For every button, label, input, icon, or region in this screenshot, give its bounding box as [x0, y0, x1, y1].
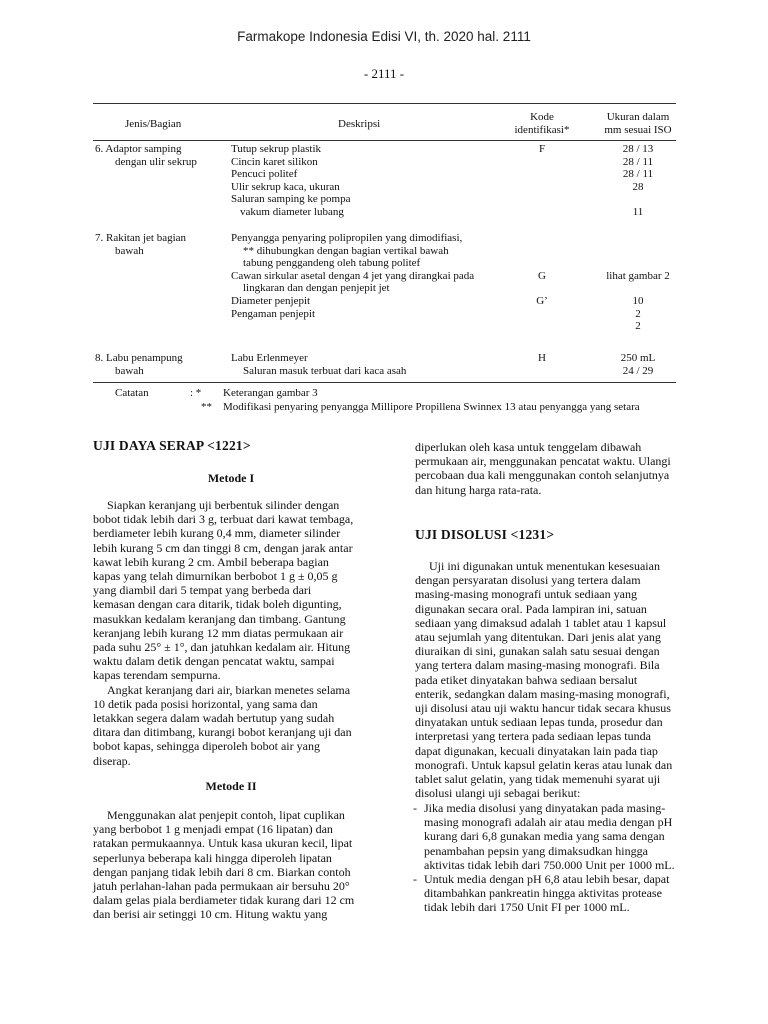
row8-kode: H: [538, 352, 546, 364]
row6-jenis: 6. Adaptor samping dengan ulir sekrup: [95, 143, 197, 168]
paragraph-metode-2-continued: diperlukan oleh kasa untuk tenggelam dibawah permukaan air, menggunakan pencatat waktu. Ulangi percobaan dua kali menggunakan contoh selanjutnya dan hitung harga rata-rata.: [415, 440, 671, 497]
heading-metode-1: Metode I: [207, 471, 255, 485]
col-header-deskripsi: Deskripsi: [338, 118, 381, 130]
paragraph-disolusi: Uji ini digunakan untuk menentukan kesesuaian dengan persyaratan disolusi yang tertera dalam masing-masing monografi untuk sediaan yang digunakan secara oral. Pada lampiran ini, satuan sediaan yang dimaksud adalah 1 tablet atau 1 kapsul atau sejumlah yang ditentukan. Dari jenis alat yang diuraikan di sini, gunakan salah satu sesuai dengan yang tertera dalam masing-masing monografi. Bila pada etiket dinyatakan bahwa sediaan bersalut enterik, sedangkan dalam masing-masing monografi, uji disolusi atau uji waktu hancur tidak secara khusus dinyatakan untuk sediaan lepas tunda, prosedur dan interpretasi yang tertera pada sediaan lepas tunda dapat digunakan, kecuali dinyatakan lain pada tiap monografi. Untuk kapsul gelatin keras atau lunak dan tablet salut gelatin, yang tidak memenuhi syarat uji disolusi ulangi uji sebagai berikut:: [415, 559, 673, 801]
paragraph-metode-2: Menggunakan alat penjepit contoh, lipat cuplikan yang berbobot 1 g menjadi empat (16 lipatan) dan ratakan permukaannya. Untuk kasa ukuran kecil, lipat seperlunya beberapa kali hingga diperoleh lipatan dengan panjang tidak lebih dari 8 cm. Biarkan contoh jatuh perlahan-lahan pada permukaan air bersuhu 20° dalam gelas piala berdiameter tidak kurang dari 12 cm dan berisi air setinggi 10 cm. Hitung waktu yang: [93, 808, 355, 922]
row7-kode-g-prime: G’: [536, 295, 548, 307]
note-1-text: Keterangan gambar 3: [223, 387, 318, 399]
col-header-jenis: Jenis/Bagian: [125, 118, 182, 130]
list-item: - Untuk media dengan pH 6,8 atau lebih besar, dapat ditambahkan pankreatin hingga aktivitas protease tidak lebih dari 1750 Unit FI per 1000 mL.: [413, 872, 670, 915]
row7-ukuran: lihat gambar 2 10 2 2: [606, 270, 670, 333]
bullet-list: [413, 801, 693, 915]
note-2-text: Modifikasi penyaring penyangga Millipore Propillena Swinnex 13 atau penyangga yang setara: [223, 401, 640, 413]
table-bottom-rule: [93, 382, 676, 383]
col-header-ukuran: Ukuran dalam mm sesuai ISO: [604, 111, 672, 136]
running-header: Farmakope Indonesia Edisi VI, th. 2020 hal. 2111: [237, 29, 531, 44]
heading-metode-2: Metode II: [205, 779, 257, 793]
section-title-daya-serap: UJI DAYA SERAP <1221>: [93, 438, 251, 453]
table-top-rule: [93, 103, 676, 104]
page-number: - 2111 -: [363, 66, 405, 81]
row7-deskripsi: Penyangga penyaring polipropilen yang dimodifiasi, ** dihubungkan dengan bagian vertikal bawah tabung penggandeng oleh tabung politef Cawan sirkular asetal dengan 4 jet yang dirangkai pada lingkaran dan dengan penjepit jet Diameter penjepit Pengaman penjepit: [231, 232, 475, 320]
row8-ukuran: 250 mL 24 / 29: [620, 352, 656, 377]
row8-jenis: 8. Labu penampung bawah: [95, 352, 183, 377]
table-header-rule: [93, 140, 676, 141]
section-title-disolusi: UJI DISOLUSI <1231>: [415, 527, 555, 542]
row7-kode-g: G: [538, 270, 546, 282]
row6-kode: F: [538, 143, 546, 155]
col-header-kode: Kode identifikasi*: [514, 111, 570, 136]
note-label: Catatan: [115, 387, 149, 399]
row6-deskripsi: Tutup sekrup plastik Cincin karet silikon Pencuci politef Ulir sekrup kaca, ukuran Saluran samping ke pompa vakum diameter lubang: [231, 143, 351, 218]
note-2-mark: **: [201, 401, 212, 413]
row7-jenis: 7. Rakitan jet bagian bawah: [95, 232, 187, 257]
row6-ukuran: 28 / 13 28 / 11 28 / 11 28 11: [622, 143, 654, 218]
paragraph-metode-1: Siapkan keranjang uji berbentuk silinder dengan bobot tidak lebih dari 3 g, terbuat dari kawat tembaga, berdiameter lebih kurang 0,4 mm, diameter silinder lebih kurang 5 cm dan tinggi 8 cm, dengan jarak antar kawat lebih kurang 2 cm. Ambil beberapa bagian kapas yang telah dimurnikan berbobot 1 g ± 0,05 g yang diambil dari 5 tempat yang berbeda dari kemasan dengan cara ditarik, tidak boleh digunting, masukkan kedalam keranjang dan timbang. Gantung keranjang lebih kurang 12 mm diatas permukaan air pada suhu 25° ± 1°, dan jatuhkan kedalam air. Hitung waktu dalam detik dengan pencatat waktu, sampai kapas terendam sempurna. Angkat keranjang dari air, biarkan menetes selama 10 detik pada posisi horizontal, yang sama dan letakkan segera dalam wadah bertutup yang sudah ditara dan ditimbang, kurangi bobot keranjang uji dan bobot kapas, sehingga diperoleh bobot air yang diserap.: [93, 498, 354, 768]
note-1-mark: : *: [190, 387, 202, 399]
row8-deskripsi: Labu Erlenmeyer Saluran masuk terbuat dari kaca asah: [231, 352, 407, 377]
list-item: - Jika media disolusi yang dinyatakan pada masing- masing monografi adalah air atau media dengan pH kurang dari 6,8 gunakan media yang sama dengan penambahan pepsin yang dimaksudkan hingga aktivitas tidak lebih dari 750.000 Unit per 1000 mL.: [413, 801, 675, 872]
